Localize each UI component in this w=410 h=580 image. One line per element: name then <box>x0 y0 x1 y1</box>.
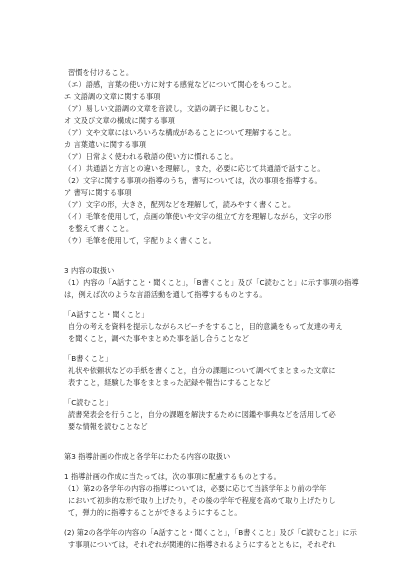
text-line: （イ）共通語と方言との違いを理解し，また，必要に応じて共通語で話すこと。 <box>64 164 325 173</box>
subsection-heading: 「A話すこと・聞くこと」 <box>64 310 149 319</box>
text-line: を聞くこと，調べた事やまとめた事を話し合うことなど <box>68 334 249 343</box>
subsection-heading: 「B書くこと」 <box>64 354 113 363</box>
section-heading: カ 言葉遣いに関する事項 <box>64 140 146 149</box>
text-line: 1 指導計画の作成に当たっては，次の事項に配慮するものとする。 <box>64 472 281 481</box>
text-line: （ア）日常よく使われる敬語の使い方に慣れること。 <box>64 152 238 161</box>
subsection-heading: 「C読むこと」 <box>64 398 113 407</box>
text-line: において初歩的な形で取り上げたり，その後の学年で程度を高めて取り上げたりし <box>68 496 336 505</box>
text-line: （ア）易しい文語調の文章を音読し，文語の調子に親しむこと。 <box>64 104 274 113</box>
text-line: （ア）文や文章にはいろいろな構成があることについて理解すること。 <box>64 128 296 137</box>
text-line: （エ）語感，言葉の使い方に対する感覚などについて関心をもつこと。 <box>64 80 296 89</box>
section-heading: オ 文及び文章の構成に関する事項 <box>64 116 175 125</box>
text-line: （イ）毛筆を使用して，点画の筆使いや文字の組立て方を理解しながら，文字の形 <box>64 212 332 221</box>
section-heading: ア 書写に関する事項 <box>64 188 132 197</box>
text-line: 礼状や依頼状などの手紙を書くこと，自分の課題について調べてまとまった文章に <box>68 366 336 375</box>
text-line: （1）内容の「A話すこと・聞くこと」，「B書くこと」及び「C読むこと」に示す事項の指導 <box>64 278 359 287</box>
text-line: 要な情報を読むことなど <box>68 422 148 431</box>
text-line: （ウ）毛筆を使用して，字配りよく書くこと。 <box>64 236 216 245</box>
text-line: (2) 第2の各学年の内容の「A話すこと・聞くこと」，「B書くこと」及び「C読むこと」に示 <box>64 528 357 537</box>
text-line: を整えて書くこと。 <box>68 224 134 233</box>
chapter-heading: 第3 指導計画の作成と各学年にわたる内容の取扱い <box>64 452 231 461</box>
text-line: す事項については，それぞれが関連的に指導されるようにするとともに，それぞれ <box>68 540 336 549</box>
text-line: は，例えば次のような言語活動を通して指導するものとする。 <box>64 290 267 299</box>
text-line: （ア）文字の形，大きさ，配列などを理解して，読みやすく書くこと。 <box>64 200 296 209</box>
text-line: （1）第2の各学年の内容の指導については，必要に応じて当該学年より前の学年 <box>64 484 327 493</box>
section-heading: エ 文語調の文章に関する事項 <box>64 92 161 101</box>
text-line: 自分の考えを資料を提示しながらスピーチをすること，目的意識をもって友達の考え <box>68 322 343 331</box>
text-line: 表すこと，経験した事をまとまった記録や報告にすることなど <box>68 378 271 387</box>
text-line: 習慣を付けること。 <box>68 68 134 77</box>
text-line: （2）文字に関する事項の指導のうち，書写については，次の事項を指導する。 <box>64 176 322 185</box>
text-line: 読書発表会を行うこと，自分の課題を解決するために図鑑や事典などを活用して必 <box>68 410 336 419</box>
section-heading: 3 内容の取扱い <box>64 266 115 275</box>
text-line: て，弾力的に指導することができるようにすること。 <box>68 508 242 517</box>
